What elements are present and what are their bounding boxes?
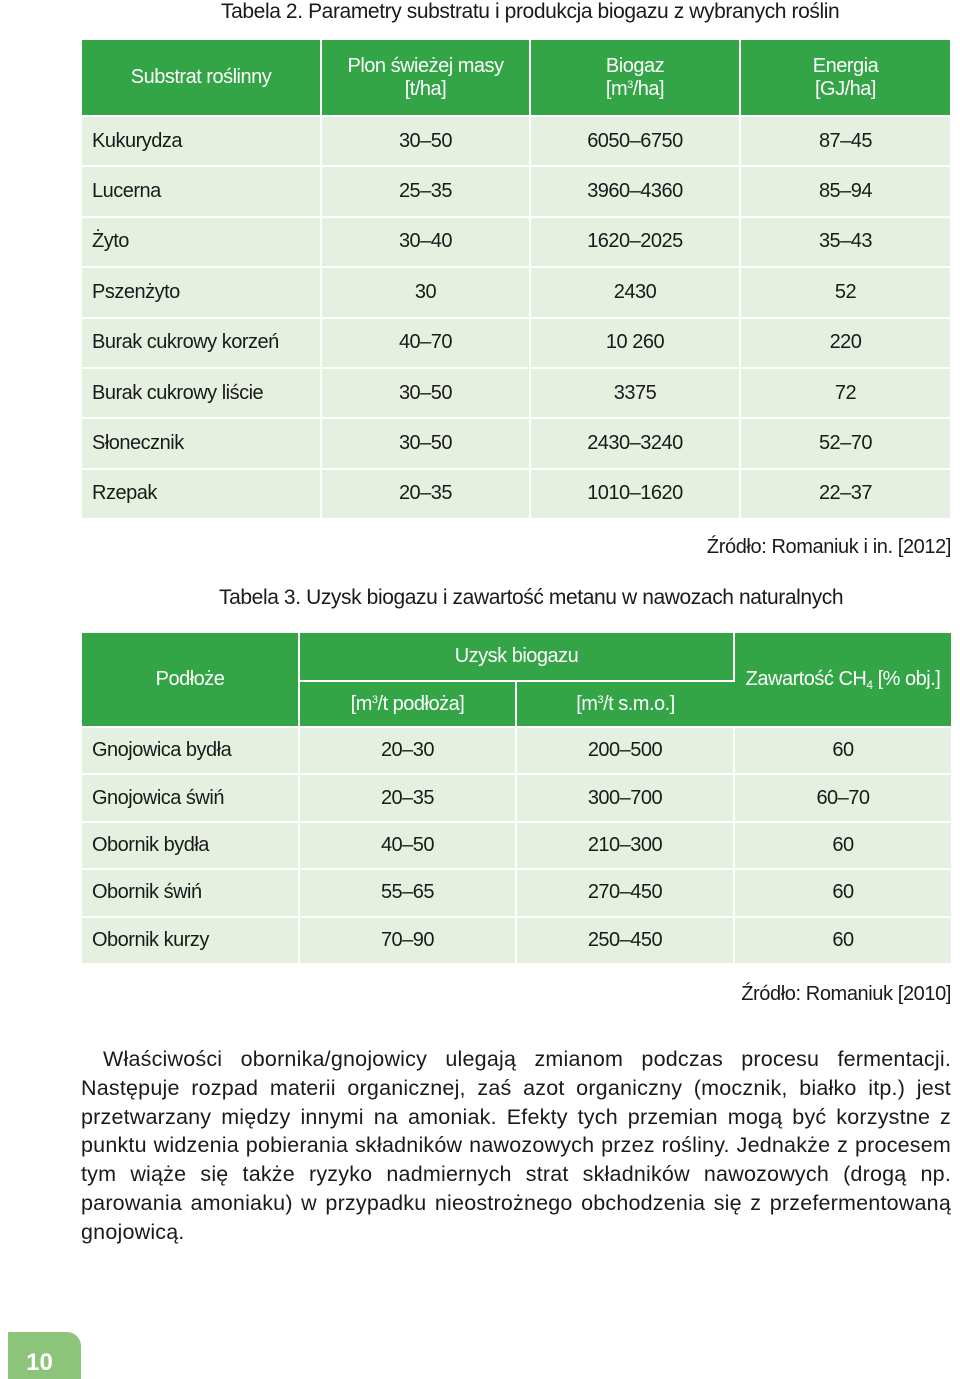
table2-header-yield-title: Plon świeżej masy (347, 54, 504, 77)
table2-cell: 85–94 (740, 166, 950, 216)
table3-cell: Obornik kurzy (82, 917, 299, 964)
table2-cell: Lucerna (82, 166, 321, 216)
table2-header-energy (740, 40, 950, 116)
table3-caption: Tabela 3. Uzysk biogazu i zawartość metanu w nawozach naturalnych (219, 586, 844, 609)
table2-cell: 3375 (530, 368, 740, 418)
table2-row (82, 469, 950, 519)
table2-cell: 52–70 (740, 418, 950, 468)
table2-row (82, 267, 950, 317)
table3-source: Źródło: Romaniuk [2010] (741, 983, 951, 1005)
table3-row (82, 727, 951, 774)
table3-row (82, 822, 951, 869)
table2-cell: 6050–6750 (530, 116, 740, 166)
table2-cell: 35–43 (740, 217, 950, 267)
table2-caption: Tabela 2. Parametry substratu i produkcja biogazu z wybranych roślin (221, 0, 840, 23)
table3-row (82, 869, 951, 916)
table3-header-methane: Zawartość $CH_4$ [% obj.] (734, 633, 951, 727)
table2-cell: 30–50 (321, 368, 530, 418)
table2-header-biogas (530, 40, 740, 116)
table2-cell: Burak cukrowy liście (82, 368, 321, 418)
body-paragraph-text: Właściwości obornika/gnojowicy ulegają zmianom podczas procesu fermentacji. Następuje rozpad materii organicznej, zaś azot organiczny (mocznik, białko itp.) jest przetwarzany między innymi na amoniak. Efekty tych przemian mogą być korzystne z punktu widzenia pobierania składników nawozowych przez rośliny. Jednakże z procesem tym wiąże się także ryzyko nadmiernych strat składników nawozowych (drogą np. parowania amoniaku) w przypadku nieostrożnego obchodzenia się z przefermentowaną gnojowicą. (81, 1047, 951, 1244)
table2-cell: Kukurydza (82, 116, 321, 166)
table3-cell: 60 (734, 917, 951, 964)
table2-cell: 25–35 (321, 166, 530, 216)
table2-cell: Burak cukrowy korzeń (82, 318, 321, 368)
table2-header-biogas-title: Biogaz (605, 54, 665, 77)
table2-row (82, 116, 950, 166)
table2-cell: 30–50 (321, 418, 530, 468)
table2-cell: Rzepak (82, 469, 321, 519)
table2-cell: 30 (321, 267, 530, 317)
table3-cell: 60 (734, 822, 951, 869)
table3-header-per-substrate: [$m^3/t$ podłoża] (299, 681, 516, 727)
table2-cell: 30–50 (321, 116, 530, 166)
table3-cell: 40–50 (299, 822, 516, 869)
table3-cell: 55–65 (299, 869, 516, 916)
table2-cell: 40–70 (321, 318, 530, 368)
table3-row (82, 774, 951, 821)
table2-cell: 3960–4360 (530, 166, 740, 216)
table2-row (82, 318, 950, 368)
table2-cell: 22–37 (740, 469, 950, 519)
page-number: 10 (26, 1349, 53, 1376)
table3-cell: 60–70 (734, 774, 951, 821)
table3-cell: 270–450 (516, 869, 734, 916)
table2-cell: 87–45 (740, 116, 950, 166)
table3-cell: 70–90 (299, 917, 516, 964)
table3-cell: 210–300 (516, 822, 734, 869)
table2-header-biogas-unit: $[m^3/ha]$ (605, 77, 665, 100)
table3-header-per-dom: [$m^3/t$ s.m.o.] (516, 681, 734, 727)
table2-cell: 52 (740, 267, 950, 317)
table2-cell: Żyto (82, 217, 321, 267)
table2-header-energy-title: Energia (812, 54, 879, 77)
table2-header-substrate: Substrat roślinny (82, 40, 321, 116)
table2 (82, 40, 950, 520)
table2-cell: 30–40 (321, 217, 530, 267)
table3-cell: 60 (734, 869, 951, 916)
table3-cell: Gnojowica bydła (82, 727, 299, 774)
table2-header-energy-unit: [GJ/ha] (815, 77, 876, 100)
table3-header-substrate: Podłoże (82, 633, 299, 727)
table2-cell: Słonecznik (82, 418, 321, 468)
table3-row (82, 917, 951, 964)
table2-row (82, 166, 950, 216)
table3 (82, 633, 951, 965)
table3-cell: 20–35 (299, 774, 516, 821)
table2-cell: 72 (740, 368, 950, 418)
table2-header-yield-unit: [t/ha] (404, 77, 447, 100)
table3-cell: Obornik świń (82, 869, 299, 916)
table3-cell: 200–500 (516, 727, 734, 774)
table3-header-biogas-yield: Uzysk biogazu (299, 633, 734, 681)
table3-cell: 300–700 (516, 774, 734, 821)
table2-source: Źródło: Romaniuk i in. [2012] (706, 536, 951, 558)
table2-cell: 10 260 (530, 318, 740, 368)
page-number-tab (8, 1332, 81, 1379)
table2-cell: 2430 (530, 267, 740, 317)
table3-cell: 20–30 (299, 727, 516, 774)
table2-row (82, 418, 950, 468)
table3-cell: 60 (734, 727, 951, 774)
table2-row (82, 368, 950, 418)
table2-cell: 1620–2025 (530, 217, 740, 267)
table2-header-yield (321, 40, 530, 116)
table2-cell: Pszenżyto (82, 267, 321, 317)
body-paragraph (81, 1045, 951, 1247)
table2-row (82, 217, 950, 267)
table3-cell: Obornik bydła (82, 822, 299, 869)
table2-cell: 1010–1620 (530, 469, 740, 519)
table2-cell: 2430–3240 (530, 418, 740, 468)
table2-cell: 220 (740, 318, 950, 368)
table3-cell: Gnojowica świń (82, 774, 299, 821)
table2-cell: 20–35 (321, 469, 530, 519)
table3-cell: 250–450 (516, 917, 734, 964)
